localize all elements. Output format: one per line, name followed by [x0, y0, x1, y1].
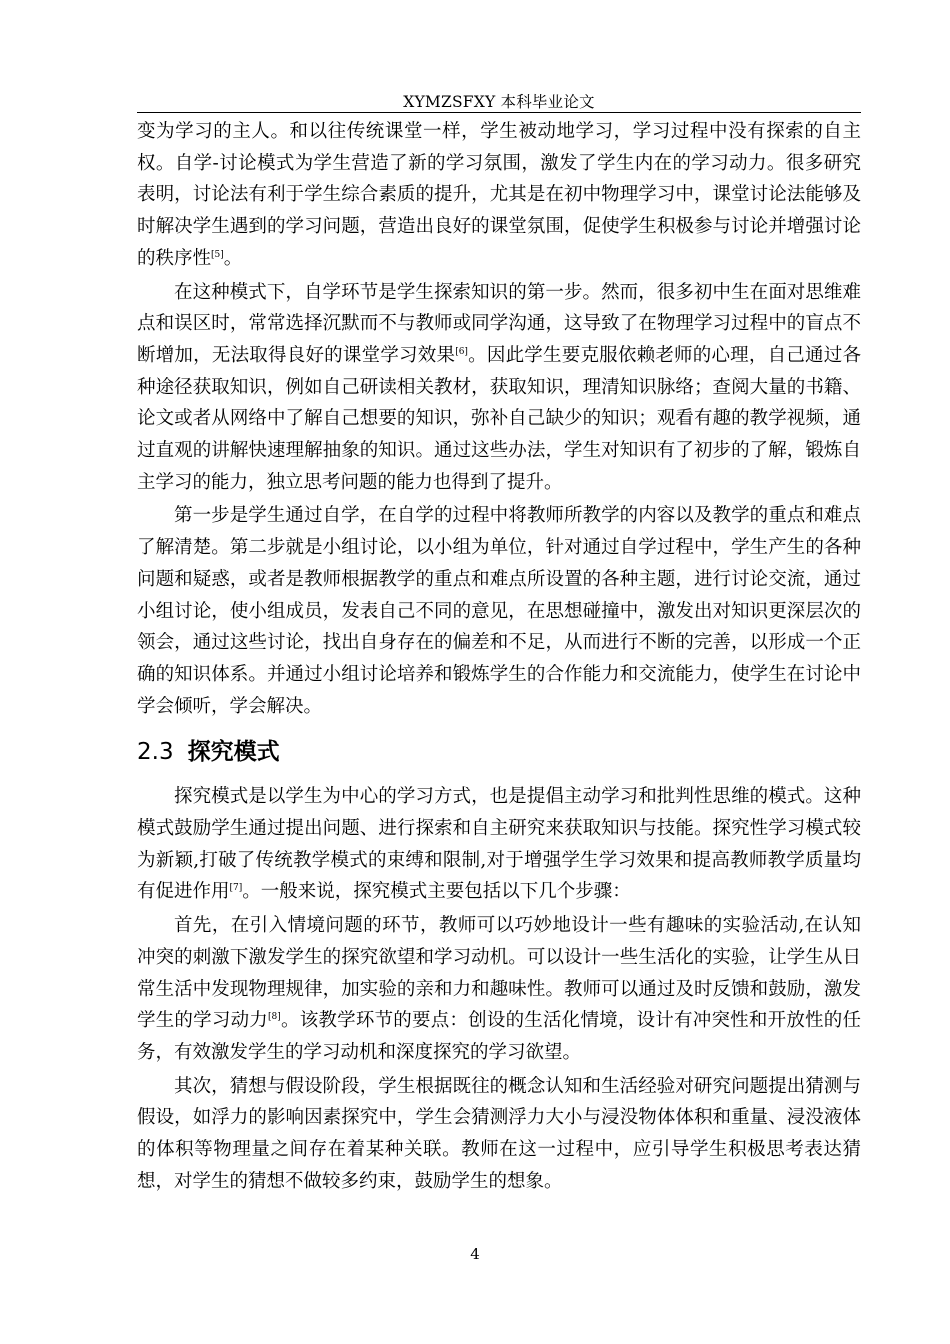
section-title: 探究模式: [187, 739, 280, 766]
citation: [7]: [229, 883, 243, 894]
page-header: XYMZSFXY 本科毕业论文: [137, 93, 861, 113]
body-text: [137, 116, 861, 1200]
paragraph-continued: 变为学习的主人。和以往传统课堂一样，学生被动地学习，学习过程中没有探索的自主权。自学-讨论模式为学生营造了新的学习氛围，激发了学生内在的学习动力。很多研究表明，讨论法有利于学生综合素质的提升，尤其是在初中物理学习中，课堂讨论法能够及时解决学生遇到的学习问题，营造出良好的课堂氛围，促使学生积极参与讨论并增强讨论的秩序性[5]。: [137, 121, 861, 269]
paragraph: 在这种模式下，自学环节是学生探索知识的第一步。然而，很多初中生在面对思维难点和误区时，常常选择沉默而不与教师或同学沟通，这导致了在物理学习过程中的盲点不断增加，无法取得良好的课堂学习效果[6]。因此学生要克服依赖老师的心理，自己通过各种途径获取知识，例如自己研读相关教材，获取知识，理清知识脉络；查阅大量的书籍、论文或者从网络中了解自己想要的知识，弥补自己缺少的知识；观看有趣的教学视频，通过直观的讲解快速理解抽象的知识。通过这些办法，学生对知识有了初步的了解，锻炼自主学习的能力，独立思考问题的能力也得到了提升。: [137, 281, 861, 493]
page-number: 4: [470, 1245, 480, 1263]
paragraph: 探究模式是以学生为中心的学习方式，也是提倡主动学习和批判性思维的模式。这种模式鼓励学生通过提出问题、进行探索和自主研究来获取知识与技能。探究性学习模式较为新颖,打破了传统教学模式的束缚和限制,对于增强学生学习效果和提高教师教学质量均有促进作用[7]。一般来说，探究模式主要包括以下几个步骤：: [137, 786, 861, 903]
citation: [5]: [211, 249, 224, 260]
paragraph: 其次，猜想与假设阶段，学生根据既往的概念认知和生活经验对研究问题提出猜测与假设，如浮力的影响因素探究中，学生会猜测浮力大小与浸没物体体积和重量、浸没液体的体积等物理量之间存在着某种关联。教师在这一过程中，应引导学生积极思考表达猜想，对学生的猜想不做较多约束，鼓励学生的想象。: [137, 1075, 861, 1192]
citation: [8]: [268, 1012, 281, 1023]
citation: [6]: [455, 346, 468, 357]
paragraph: 首先，在引入情境问题的环节，教师可以巧妙地设计一些有趣味的实验活动,在认知冲突的刺激下激发学生的探究欲望和学习动机。可以设计一些生活化的实验，让学生从日常生活中发现物理规律，加实验的亲和力和趣味性。教师可以通过及时反馈和鼓励，激发学生的学习动力[8]。该教学环节的要点：创设的生活化情境，设计有冲突性和开放性的任务，有效激发学生的学习动机和深度探究的学习欲望。: [137, 915, 861, 1063]
paragraph: 第一步是学生通过自学，在自学的过程中将教师所教学的内容以及教学的重点和难点了解清楚。第二步就是小组讨论，以小组为单位，针对通过自学过程中，学生产生的各种问题和疑惑，或者是教师根据教学的重点和难点所设置的各种主题，进行讨论交流，通过小组讨论，使小组成员，发表自己不同的意见，在思想碰撞中，激发出对知识更深层次的领会，通过这些讨论，找出自身存在的偏差和不足，从而进行不断的完善，以形成一个正确的知识体系。并通过小组讨论培养和锻炼学生的合作能力和交流能力，使学生在讨论中学会倾听，学会解决。: [137, 505, 861, 717]
section-heading: [137, 732, 861, 772]
section-number: 2.3: [137, 739, 174, 766]
